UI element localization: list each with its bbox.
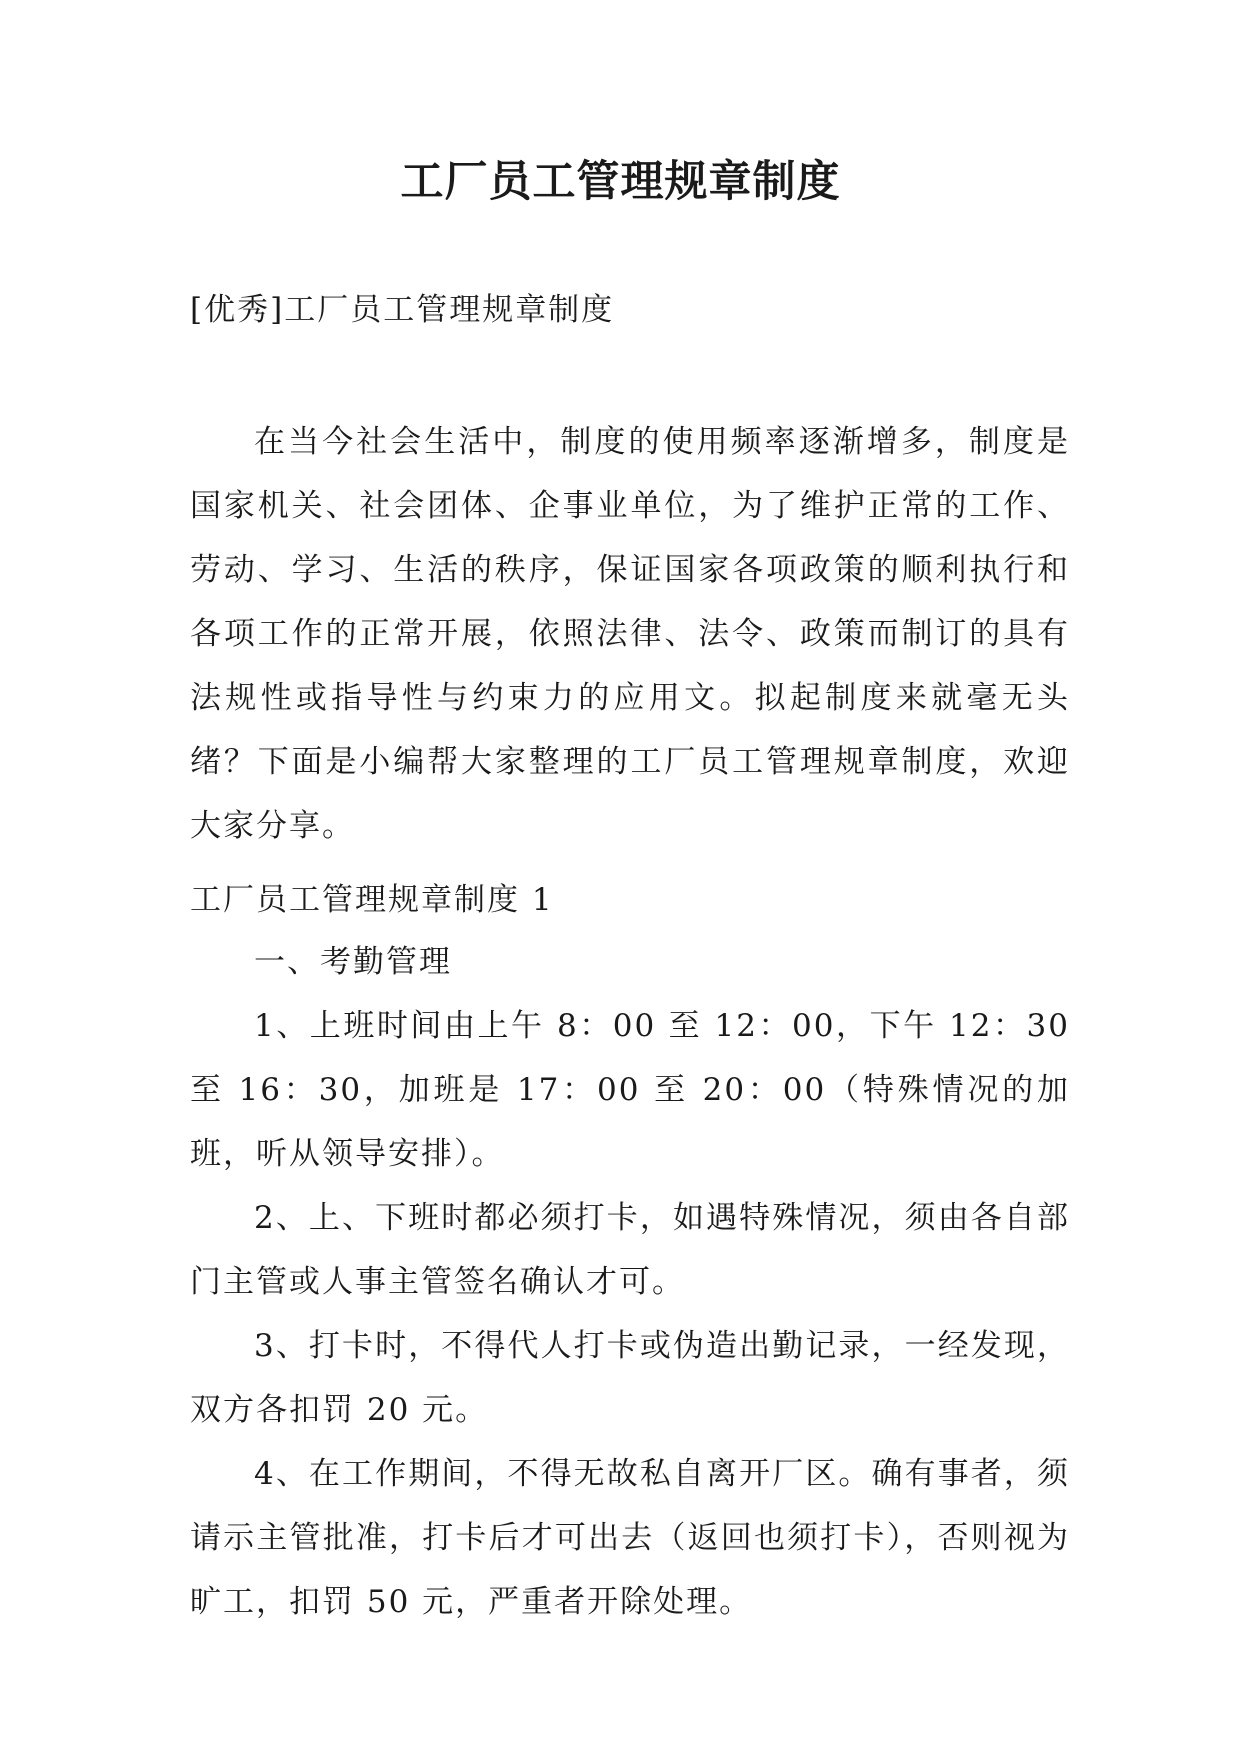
attendance-heading: 一、考勤管理 <box>254 944 452 980</box>
rule-paragraph-2: 2、上、下班时都必须打卡，如遇特殊情况，须由各自部门主管或人事主管签名确认才可。 <box>190 1200 1070 1300</box>
document-title: 工厂员工管理规章制度 <box>400 157 841 207</box>
rule-paragraph-3: 3、打卡时，不得代人打卡或伪造出勤记录，一经发现，双方各扣罚 20 元。 <box>190 1328 1070 1428</box>
section-heading: 工厂员工管理规章制度 1 <box>190 882 554 918</box>
section-body <box>190 930 1070 1634</box>
document-subtitle: [优秀]工厂员工管理规章制度 <box>190 292 615 328</box>
rule-paragraph-1: 1、上班时间由上午 8：00 至 12：00，下午 12：30 至 16：30，加班是 17：00 至 20：00（特殊情况的加班，听从领导安排）。 <box>190 1008 1070 1172</box>
rule-paragraph-4: 4、在工作期间，不得无故私自离开厂区。确有事者，须请示主管批准，打卡后才可出去（返回也须打卡），否则视为旷工，扣罚 50 元，严重者开除处理。 <box>190 1456 1070 1620</box>
intro-paragraph: 在当今社会生活中，制度的使用频率逐渐增多，制度是国家机关、社会团体、企事业单位，为了维护正常的工作、劳动、学习、生活的秩序，保证国家各项政策的顺利执行和各项工作的正常开展，依照法律、法令、政策而制订的具有法规性或指导性与约束力的应用文。拟起制度来就毫无头绪？下面是小编帮大家整理的工厂员工管理规章制度，欢迎大家分享。 <box>190 424 1070 844</box>
